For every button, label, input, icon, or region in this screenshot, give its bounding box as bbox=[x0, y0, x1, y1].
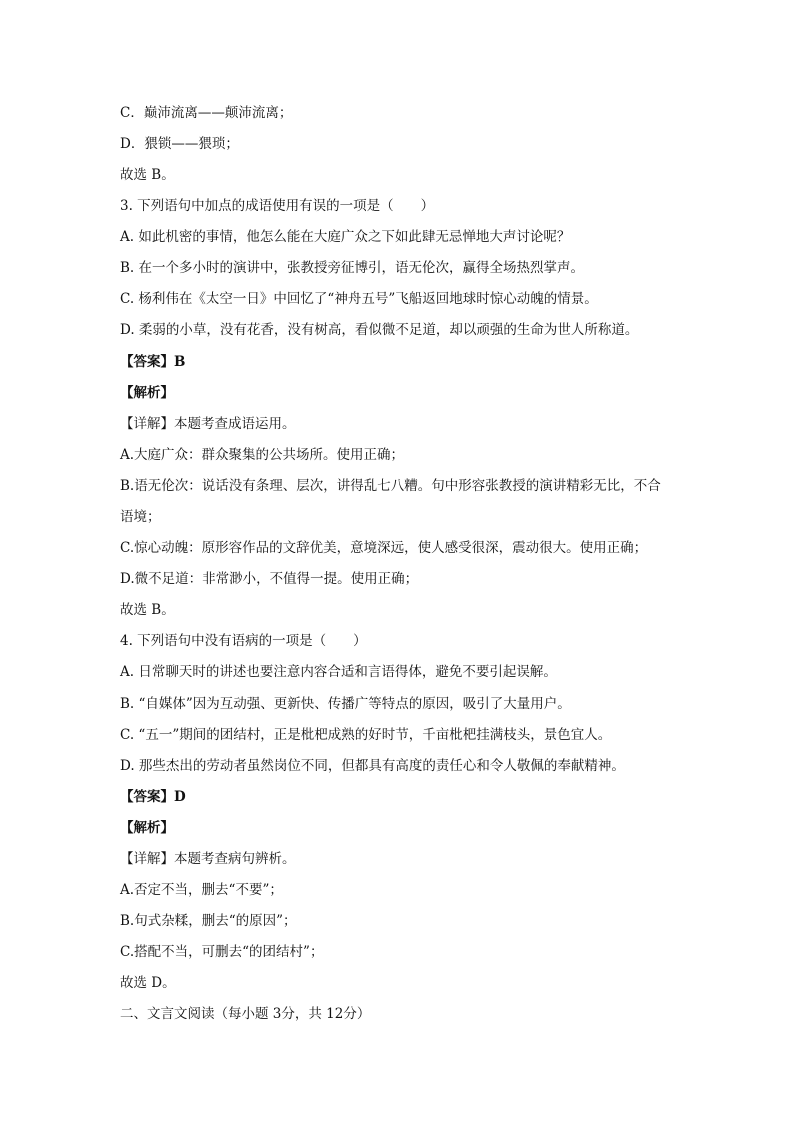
option-c-correction: C．巅沛流离——颠沛流离； bbox=[120, 105, 293, 121]
question-4-stem: 4. 下列语句中没有语病的一项是（ ） bbox=[120, 633, 367, 649]
answer-choice: 故选 B。 bbox=[120, 167, 175, 183]
detail-b: B.句式杂糅，删去“的原因”； bbox=[120, 913, 297, 929]
question-4-option-c: C. “五一”期间的团结村，正是枇杷成熟的好时节，千亩枇杷挂满枝头，景色宜人。 bbox=[120, 727, 612, 743]
detail-b: B.语无伦次：说话没有条理、层次，讲得乱七八糟。句中形容张教授的演讲精彩无比，不合 bbox=[120, 478, 661, 494]
question-4-option-b: B. “自媒体”因为互动强、更新快、传播广等特点的原因，吸引了大量用户。 bbox=[120, 696, 571, 712]
detail-a: A.大庭广众：群众聚集的公共场所。使用正确； bbox=[120, 447, 405, 463]
analysis-label: 【解析】 bbox=[120, 385, 174, 401]
detail-b-continued: 语境； bbox=[120, 509, 161, 525]
detail-a: A.否定不当，删去“不要”； bbox=[120, 882, 283, 898]
question-3-stem: 3. 下列语句中加点的成语使用有误的一项是（ ） bbox=[120, 198, 435, 214]
analysis-label: 【解析】 bbox=[120, 820, 174, 836]
question-4-option-d: D. 那些杰出的劳动者虽然岗位不同，但都具有高度的责任心和令人敬佩的奉献精神。 bbox=[120, 758, 625, 774]
answer-label: 【答案】D bbox=[120, 789, 186, 805]
question-3-option-a: A. 如此机密的事情，他怎么能在大庭广众之下如此肆无忌惮地大声讨论呢？ bbox=[120, 229, 571, 245]
detail-c: C.搭配不当，可删去“的团结村”； bbox=[120, 944, 324, 960]
question-3-option-c: C. 杨利伟在《太空一日》中回忆了“神舟五号”飞船返回地球时惊心动魄的情景。 bbox=[120, 291, 598, 307]
question-3-option-b: B. 在一个多小时的演讲中，张教授旁征博引，语无伦次，赢得全场热烈掌声。 bbox=[120, 260, 585, 276]
question-4-option-a: A. 日常聊天时的讲述也要注意内容合适和言语得体，避免不要引起误解。 bbox=[120, 664, 557, 680]
answer-choice: 故选 D。 bbox=[120, 975, 176, 991]
section-heading: 二、文言文阅读（每小题 3分，共 12分） bbox=[120, 1006, 371, 1022]
option-d-correction: D．猥锁——猥琐； bbox=[120, 136, 239, 152]
answer-label: 【答案】B bbox=[120, 354, 186, 370]
detail-c: C.惊心动魄：原形容作品的文辞优美，意境深远，使人感受很深，震动很大。使用正确； bbox=[120, 540, 648, 556]
detail-d: D.微不足道：非常渺小，不值得一提。使用正确； bbox=[120, 571, 419, 587]
detail-heading: 【详解】本题考查成语运用。 bbox=[120, 416, 296, 432]
question-3-option-d: D. 柔弱的小草，没有花香，没有树高，看似微不足道，却以顽强的生命为世人所称道。 bbox=[120, 322, 639, 338]
detail-heading: 【详解】本题考查病句辨析。 bbox=[120, 851, 296, 867]
answer-choice: 故选 B。 bbox=[120, 602, 175, 618]
